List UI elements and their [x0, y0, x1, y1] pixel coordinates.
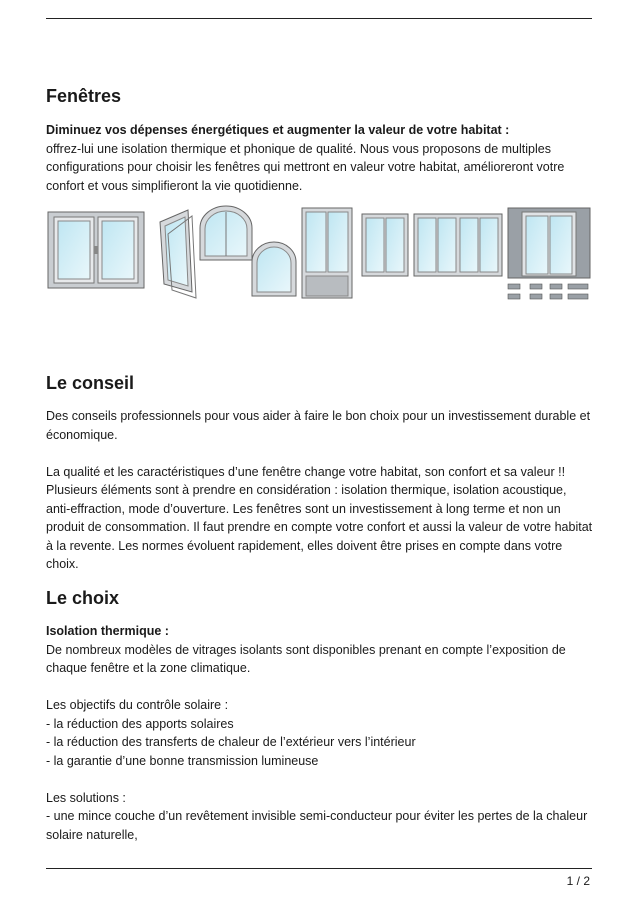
objective-item: - la réduction des transferts de chaleur de l’extérieur vers l’intérieur — [46, 735, 416, 749]
window-types-illustration — [46, 204, 592, 308]
bay-door-with-wall-drawing — [508, 208, 590, 278]
objectives-title: Les objectifs du contrôle solaire : — [46, 698, 229, 712]
conseil-paragraph-1: Des conseils professionnels pour vous aider à faire le bon choix pour un investissement durable et économique. — [46, 409, 591, 442]
tilt-window-drawing — [160, 210, 196, 298]
section-title-fenetres: Fenêtres — [46, 86, 122, 106]
page-number: 1 / 2 — [566, 874, 590, 888]
section-fenetres-body — [46, 121, 594, 195]
objective-item: - la réduction des apports solaires — [46, 716, 234, 731]
section-conseil-body — [46, 407, 594, 574]
solutions-title: Les solutions : — [46, 790, 126, 805]
french-door-drawing — [302, 208, 352, 298]
header-rule — [46, 18, 592, 19]
footer-rule — [46, 868, 592, 869]
arched-window-drawing — [200, 206, 252, 260]
isolation-subtitle: Isolation thermique : — [46, 624, 169, 638]
profile-sections-drawing — [508, 284, 588, 299]
section-choix-body — [46, 622, 594, 844]
solution-item: - une mince couche d’un revêtement invisible semi-conducteur pour éviter les pertes de la chaleur solaire naturelle, — [46, 809, 588, 842]
section-title-conseil: Le conseil — [46, 373, 135, 393]
four-panel-sliding-drawing — [414, 214, 502, 276]
conseil-paragraph-2: La qualité et les caractéristiques d’une fenêtre change votre habitat, son confort et sa valeur !! Plusieurs éléments sont à prendre en considération : isolation thermique, isolation acoustique, anti-effraction, mode d’ouverture. Les fenêtres sont un investissement à long terme et non un produit de consommation. Il faut prendre en compte votre confort et aussi la valeur de votre habitat à la revente. Les normes évoluent rapidement, elles doivent être prises en compte dans votre choix. — [46, 464, 593, 571]
sliding-window-drawing — [362, 214, 408, 276]
choix-paragraph-1: De nombreux modèles de vitrages isolants sont disponibles prenant en compte l’exposition de chaque fenêtre et la zone climatique. — [46, 642, 566, 675]
objective-item: - la garantie d’une bonne transmission lumineuse — [46, 753, 319, 768]
arched-window-2-drawing — [252, 242, 296, 296]
section-title-choix: Le choix — [46, 588, 120, 608]
lead-text: Diminuez vos dépenses énergétiques et augmenter la valeur de votre habitat : — [46, 123, 510, 137]
intro-paragraph: offrez-lui une isolation thermique et phonique de qualité. Nous vous proposons de multiples configurations pour choisir les fenêtres qui mettront en valeur votre habitat, amélioreront votre confort et vous simplifieront la vie quotidienne. — [46, 141, 565, 193]
double-casement-window-drawing — [48, 212, 144, 288]
